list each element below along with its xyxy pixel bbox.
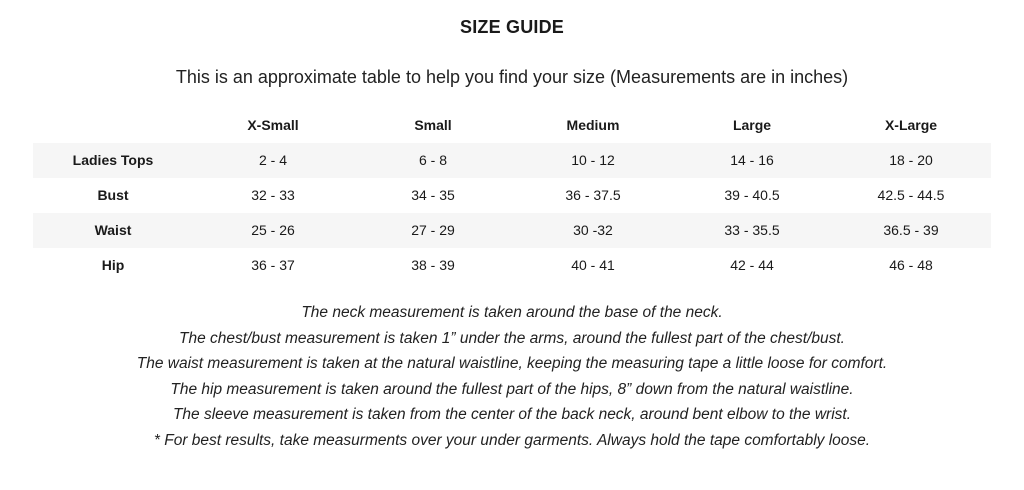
table-cell: 27 - 29 (411, 222, 455, 238)
column-header-medium: Medium (566, 117, 620, 133)
note-chest-bust: The chest/bust measurement is taken 1” under the arms, around the fullest part of the chest/bust. (179, 329, 845, 347)
table-cell: 42.5 - 44.5 (877, 187, 945, 203)
table-cell: 10 - 12 (571, 152, 615, 168)
column-header-small: Small (414, 117, 452, 133)
table-cell: 18 - 20 (889, 152, 933, 168)
table-row-bust (33, 178, 991, 213)
table-header-row (33, 108, 991, 143)
row-label: Waist (94, 222, 132, 238)
column-header-blank (33, 108, 193, 143)
table-cell: 32 - 33 (251, 187, 295, 203)
table-cell: 46 - 48 (889, 257, 933, 273)
table-row-ladies-tops (33, 143, 991, 178)
column-header-large: Large (732, 117, 772, 133)
table-cell: 6 - 8 (418, 152, 447, 168)
table-cell: 33 - 35.5 (724, 222, 780, 238)
table-cell: 36.5 - 39 (883, 222, 939, 238)
table-cell: 39 - 40.5 (724, 187, 780, 203)
row-label: Hip (101, 257, 125, 273)
table-row-hip (33, 248, 991, 283)
note-neck: The neck measurement is taken around the base of the neck. (301, 304, 723, 321)
page-title: SIZE GUIDE (459, 17, 564, 37)
table-cell: 14 - 16 (730, 152, 774, 168)
table-cell: 36 - 37 (251, 257, 295, 273)
column-header-x-small: X-Small (247, 117, 299, 133)
column-header-x-large: X-Large (884, 117, 938, 133)
table-cell: 25 - 26 (251, 222, 295, 238)
table-cell: 42 - 44 (730, 257, 774, 273)
table-cell: 40 - 41 (571, 257, 615, 273)
row-label: Ladies Tops (72, 152, 154, 168)
table-row-waist (33, 213, 991, 248)
note-hip: The hip measurement is taken around the fullest part of the hips, 8” down from the natural waistline. (170, 380, 854, 398)
note-sleeve: The sleeve measurement is taken from the center of the back neck, around bent elbow to the wrist. (172, 406, 852, 423)
measurement-notes (0, 300, 1024, 453)
table-cell: 34 - 35 (411, 187, 455, 203)
table-cell: 38 - 39 (411, 257, 455, 273)
table-cell: 36 - 37.5 (565, 187, 621, 203)
table-cell: 2 - 4 (258, 152, 287, 168)
row-label: Bust (97, 187, 129, 203)
note-best-results: * For best results, take measurments over your under garments. Always hold the tape comfortably loose. (153, 431, 871, 449)
size-table (33, 108, 991, 283)
note-waist: The waist measurement is taken at the natural waistline, keeping the measuring tape a little loose for comfort. (136, 355, 888, 372)
page-subtitle: This is an approximate table to help you find your size (Measurements are in inches) (175, 67, 849, 87)
table-cell: 30 -32 (573, 222, 613, 238)
